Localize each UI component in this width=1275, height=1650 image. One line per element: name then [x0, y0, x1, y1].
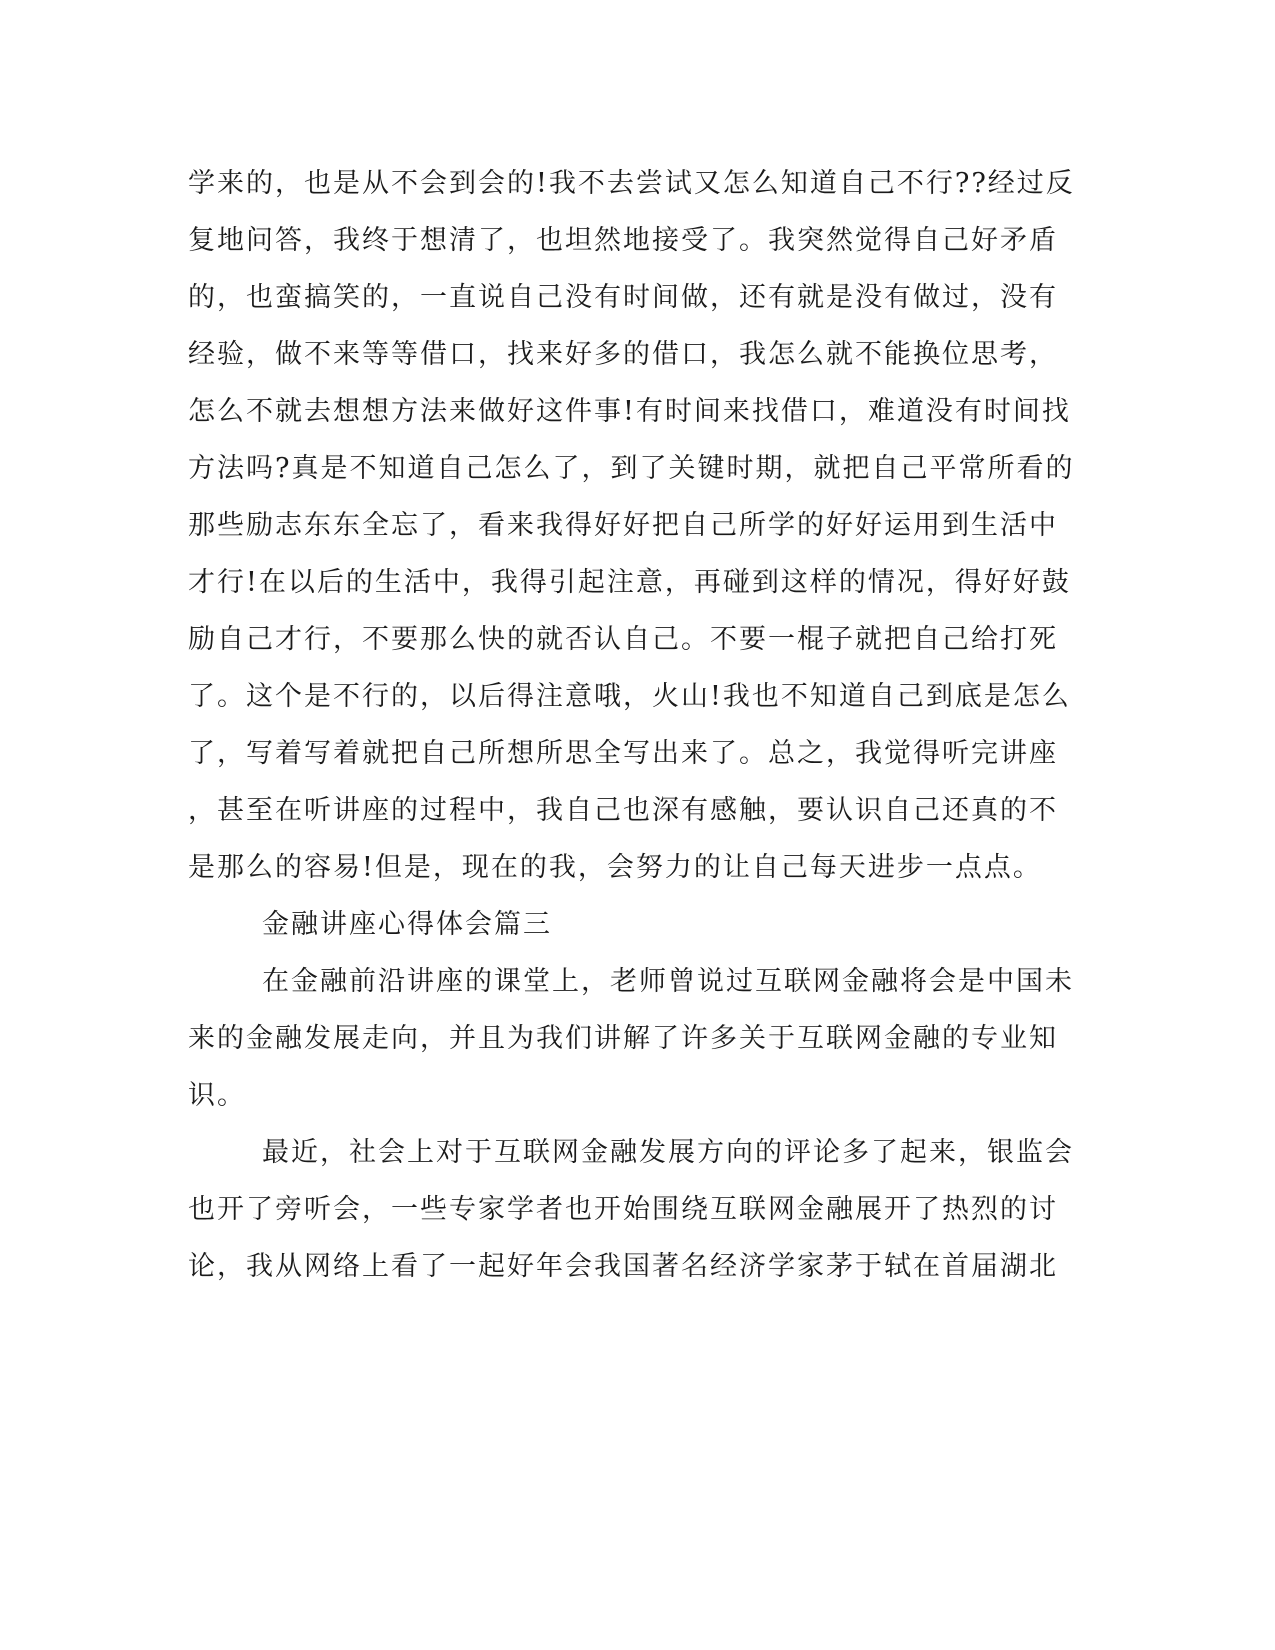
text-line: 论，我从网络上看了一起好年会我国著名经济学家茅于轼在首届湖北 — [188, 1251, 1058, 1282]
text-line: 识。 — [188, 1080, 246, 1111]
section-heading: 金融讲座心得体会篇三 — [262, 909, 552, 940]
text-line: 励自己才行，不要那么快的就否认自己。不要一棍子就把自己给打死 — [188, 624, 1058, 655]
text-line: 也开了旁听会，一些专家学者也开始围绕互联网金融展开了热烈的讨 — [188, 1194, 1058, 1225]
text-line: 经验，做不来等等借口，找来好多的借口，我怎么就不能换位思考， — [188, 339, 1058, 370]
text-line: ，甚至在听讲座的过程中，我自己也深有感触，要认识自己还真的不 — [188, 795, 1058, 826]
text-line: 在金融前沿讲座的课堂上，老师曾说过互联网金融将会是中国未 — [262, 966, 1074, 997]
text-line: 是那么的容易!但是，现在的我，会努力的让自己每天进步一点点。 — [188, 852, 1042, 883]
text-line: 的，也蛮搞笑的，一直说自己没有时间做，还有就是没有做过，没有 — [188, 282, 1058, 313]
text-line: 了，写着写着就把自己所想所思全写出来了。总之，我觉得听完讲座 — [188, 738, 1058, 769]
text-line: 了。这个是不行的，以后得注意哦，火山!我也不知道自己到底是怎么 — [188, 681, 1071, 712]
text-line: 学来的，也是从不会到会的!我不去尝试又怎么知道自己不行??经过反 — [188, 168, 1075, 199]
text-line: 最近，社会上对于互联网金融发展方向的评论多了起来，银监会 — [262, 1137, 1074, 1168]
text-line: 复地问答，我终于想清了，也坦然地接受了。我突然觉得自己好矛盾 — [188, 225, 1058, 256]
text-line: 那些励志东东全忘了，看来我得好好把自己所学的好好运用到生活中 — [188, 510, 1058, 541]
text-line: 方法吗?真是不知道自己怎么了，到了关键时期，就把自己平常所看的 — [188, 453, 1075, 484]
text-line: 才行!在以后的生活中，我得引起注意，再碰到这样的情况，得好好鼓 — [188, 567, 1071, 598]
text-line: 怎么不就去想想方法来做好这件事!有时间来找借口，难道没有时间找 — [188, 396, 1071, 427]
text-line: 来的金融发展走向，并且为我们讲解了许多关于互联网金融的专业知 — [188, 1023, 1058, 1054]
